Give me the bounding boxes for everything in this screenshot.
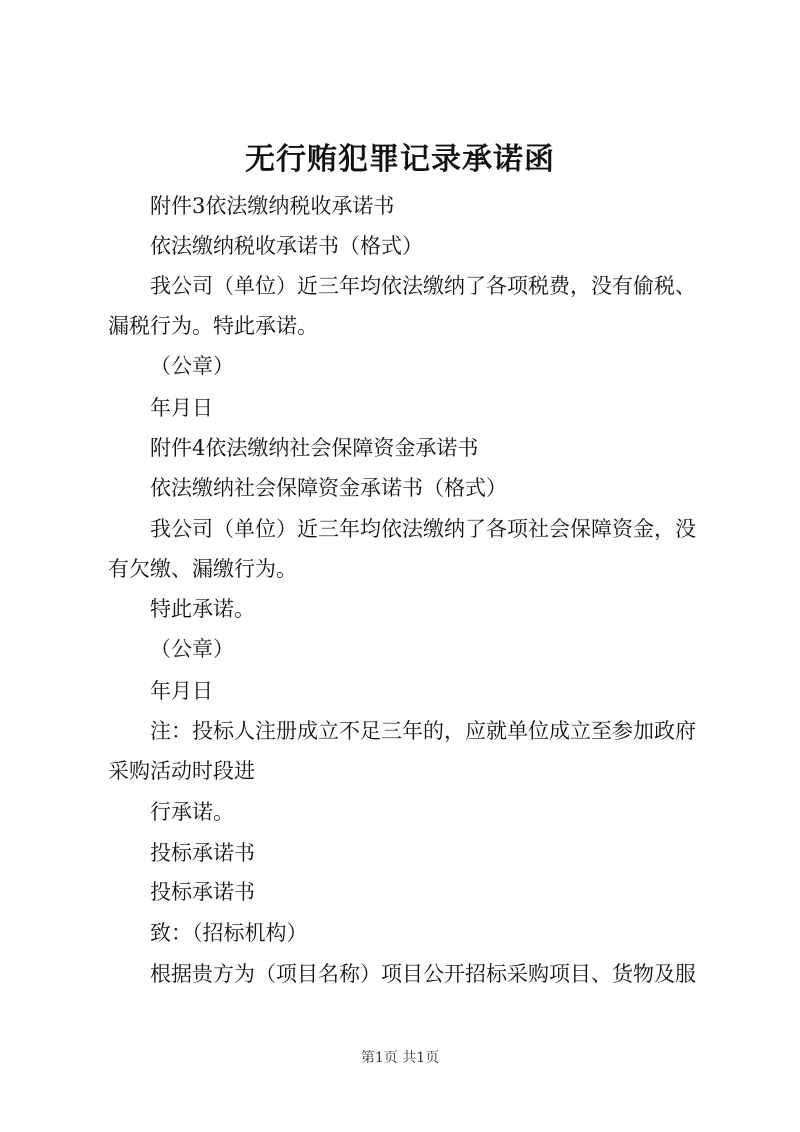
text-line-date-2: 年月日 [150,679,213,703]
text-line-social-body-1: 我公司（单位）近三年均依法缴纳了各项社会保障资金，没 [150,517,696,541]
text-line-seal-1: （公章） [150,354,234,378]
text-line-tax-body-1: 我公司（单位）近三年均依法缴纳了各项税费，没有偷税、 [150,274,696,298]
text-line-bid-commitment-1: 投标承诺书 [150,841,255,865]
text-line-attachment-3: 附件3依法缴纳税收承诺书 [150,194,395,218]
text-line-social-heading: 依法缴纳社会保障资金承诺书（格式） [150,476,507,500]
text-line-date-1: 年月日 [150,396,213,420]
text-line-recipient: 致：（招标机构） [150,921,308,945]
text-line-note-2: 采购活动时段进 [108,759,255,783]
text-line-bid-commitment-2: 投标承诺书 [150,880,255,904]
text-line-project-body: 根据贵方为（项目名称）项目公开招标采购项目、货物及服 [150,962,696,986]
document-title: 无行贿犯罪记录承诺函 [245,142,555,177]
text-line-social-body-2: 有欠缴、漏缴行为。 [108,557,297,581]
text-line-tax-heading: 依法缴纳税收承诺书（格式） [150,234,423,258]
page-footer: 第1页 共1页 [360,1050,440,1066]
text-line-commitment: 特此承诺。 [150,597,255,621]
text-line-tax-body-2: 漏税行为。特此承诺。 [108,314,318,338]
text-line-attachment-4: 附件4依法缴纳社会保障资金承诺书 [150,436,479,460]
text-line-note-1: 注：投标人注册成立不足三年的，应就单位成立至参加政府 [150,719,696,743]
text-line-note-3: 行承诺。 [150,800,234,824]
text-line-seal-2: （公章） [150,637,234,661]
